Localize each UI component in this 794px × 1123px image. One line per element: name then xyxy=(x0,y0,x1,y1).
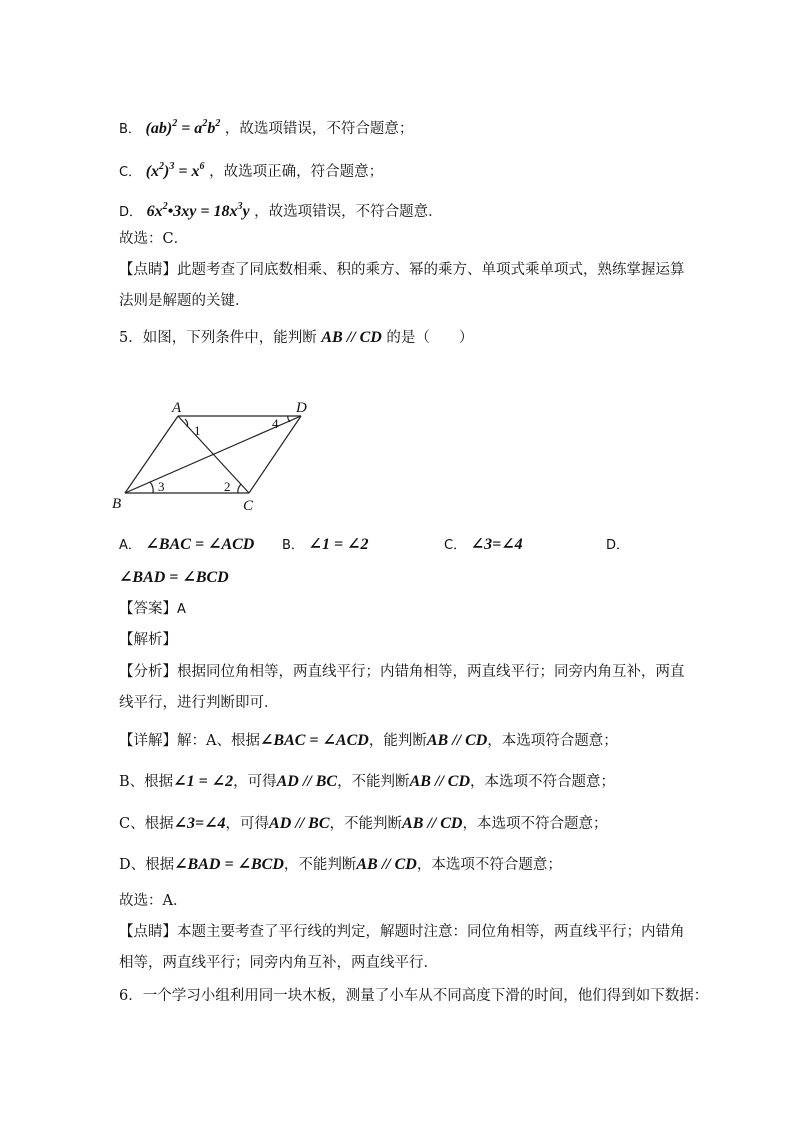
option-c-line xyxy=(119,157,383,183)
option-b-text: ，故选项错误，不符合题意； xyxy=(224,121,414,137)
option-b-formula: $(ab)^2 = a^2b^2$ xyxy=(145,118,221,137)
detail-d-line: D、根据∠BAD = ∠BCD，不能判断AB // CD，本选项不符合题意； xyxy=(119,856,562,873)
analysis-label: 【解析】 xyxy=(119,632,177,648)
review2-label: 【点睛】 xyxy=(119,924,177,940)
option-b-line xyxy=(119,114,413,140)
option-d-formula-q5: ∠BAD = ∠BCD xyxy=(119,569,229,586)
option-d-prefix: D． xyxy=(119,205,143,220)
option-a-label: A． xyxy=(119,538,141,553)
option-d-formula: $6x^2•3xy = 18x^3y$ xyxy=(146,201,250,220)
angle-arc-3 xyxy=(150,482,153,493)
vertex-d: D xyxy=(296,400,307,416)
choose-c-line: 故选：C． xyxy=(119,231,189,247)
option-d-line xyxy=(119,197,443,223)
vertex-b: B xyxy=(112,496,122,512)
detail-c-formula2: AD // BC xyxy=(269,815,330,832)
answer-value: A xyxy=(177,602,186,617)
review1-label: 【点睛】 xyxy=(119,262,177,278)
angle-label-2: 2 xyxy=(224,479,231,494)
option-c-prefix: C． xyxy=(119,165,142,180)
choose-a-line: 故选：A． xyxy=(119,893,188,909)
detail-label: 【详解】 xyxy=(119,733,177,749)
option-c-text: ，故选项正确，符合题意； xyxy=(209,164,384,180)
review2-text1: 本题主要考查了平行线的判定，解题时注意：同位角相等，两直线平行；内错角 xyxy=(177,924,685,940)
detail-c-line: C、根据∠3=∠4，可得AD // BC，不能判断AB // CD，本选项不符合题意； xyxy=(119,815,608,832)
detail-d-formula2: AB // CD xyxy=(356,856,417,873)
answer-label: 【答案】 xyxy=(119,601,177,617)
detail-a-formula: ∠BAC = ∠ACD xyxy=(259,732,369,749)
option-d-label: D． xyxy=(606,538,630,553)
question6: 6．一个学习小组利用同一块木板，测量了小车从不同高度下滑的时间，他们得到如下数据： xyxy=(119,988,709,1004)
angle-label-4: 4 xyxy=(272,416,279,431)
vertex-c: C xyxy=(243,498,254,514)
question5 xyxy=(119,328,473,348)
review1-line1 xyxy=(119,260,685,280)
option-c-formula-q5: ∠3=∠4 xyxy=(470,536,523,553)
option-b-label: B． xyxy=(282,538,304,553)
option-a-formula: ∠BAC = ∠ACD xyxy=(145,536,255,553)
detail-b-formula: ∠1 = ∠2 xyxy=(173,773,234,790)
fenxi-label: 【分析】 xyxy=(119,664,177,680)
review1-text1: 此题考查了同底数相乘、积的乘方、幂的乘方、单项式乘单项式，熟练掌握运算 xyxy=(177,262,685,278)
vertex-a: A xyxy=(172,400,182,416)
question5-formula: AB // CD xyxy=(321,329,382,346)
option-a xyxy=(119,534,254,554)
detail-c-formula3: AB // CD xyxy=(402,815,463,832)
question5-prefix: 5．如图，下列条件中，能判断 xyxy=(119,330,317,346)
angle-arc-2 xyxy=(238,484,241,493)
option-c xyxy=(444,534,523,554)
angle-label-1: 1 xyxy=(194,423,201,438)
detail-c-formula: ∠3=∠4 xyxy=(173,815,226,832)
question5-suffix: 的是（ ） xyxy=(386,330,474,346)
option-d-formula-line xyxy=(119,568,229,588)
review1-line2: 法则是解题的关键． xyxy=(119,293,250,309)
detail-b-formula2: AD // BC xyxy=(276,773,338,790)
fenxi-line2: 线平行，进行判断即可． xyxy=(119,695,279,711)
option-d xyxy=(606,534,629,553)
detail-d-formula: ∠BAD = ∠BCD xyxy=(174,856,284,873)
option-d-text: ，故选项错误，不符合题意． xyxy=(254,204,443,220)
fenxi-text1: 根据同位角相等，两直线平行；内错角相等，两直线平行；同旁内角互补，两直 xyxy=(177,664,685,680)
angle-label-3: 3 xyxy=(158,479,165,494)
option-c-label: C． xyxy=(444,538,467,553)
option-b-prefix: B． xyxy=(119,122,141,137)
detail-a-line: 【详解】解：A、根据∠BAC = ∠ACD，能判断AB // CD，本选项符合题意； xyxy=(119,732,618,749)
answer-line xyxy=(119,599,186,620)
option-b xyxy=(282,534,368,554)
detail-a-formula2: AB // CD xyxy=(426,732,488,749)
option-c-formula: $(x^2)^3 = x^6$ xyxy=(145,161,205,180)
option-b-formula-q5: ∠1 = ∠2 xyxy=(308,536,369,553)
review2-line2: 相等，两直线平行；同旁内角互补，两直线平行． xyxy=(119,955,438,971)
fenxi-line1 xyxy=(119,662,685,682)
detail-b-line: B、根据∠1 = ∠2，可得AD // BC，不能判断AB // CD，本选项不符合题意； xyxy=(119,773,616,790)
review2-line1 xyxy=(119,922,685,942)
parallelogram-figure xyxy=(110,395,325,520)
detail-b-formula3: AB // CD xyxy=(409,773,471,790)
